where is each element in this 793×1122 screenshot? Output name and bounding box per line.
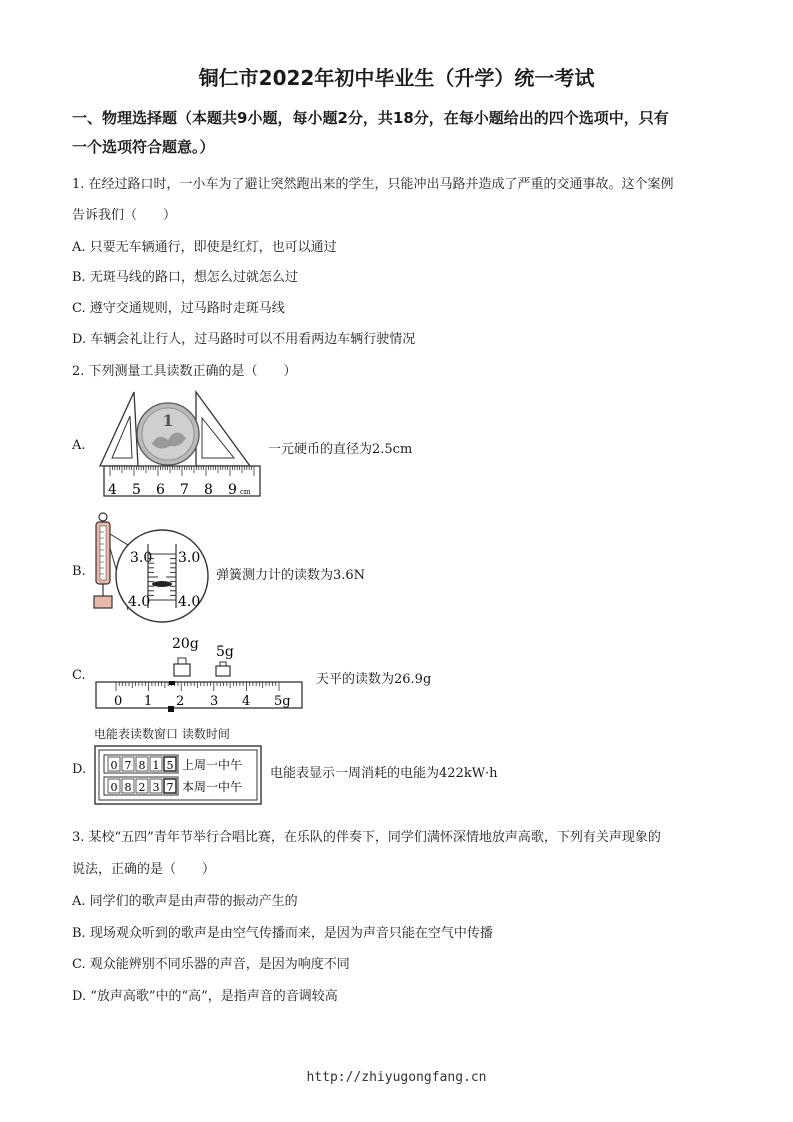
section-heading-line1: 一、物理选择题（本题共9小题，每小题2分，共18分，在每小题给出的四个选项中，只有 — [72, 109, 669, 127]
balance-scale-5: 5g — [274, 694, 291, 709]
q3-stem-line1: 3. 某校“五四”青年节举行合唱比赛，在乐队的伴奏下，同学们满怀深情地放声高歌，下列有关声现象的 — [72, 830, 661, 845]
row2-digit: 3 — [152, 781, 160, 794]
q2-option-c-caption: 天平的读数为26.9g — [316, 672, 432, 687]
balance-scale-0: 0 — [114, 694, 123, 709]
scale-left-lower: 4.0 — [128, 594, 151, 610]
q3-option-a: A. 同学们的歌声是由声带的振动产生的 — [72, 894, 298, 909]
energy-meter-figure — [94, 745, 264, 807]
q1-option-b: B. 无斑马线的路口，想怎么过就怎么过 — [72, 270, 298, 285]
row2-label: 本周一中午 — [182, 780, 243, 794]
row2-digit: 8 — [124, 781, 132, 794]
scale-right-lower: 4.0 — [178, 594, 201, 610]
balance-scale-4: 4 — [242, 694, 251, 709]
q1-stem-line1: 1. 在经过路口时，一小车为了避让突然跑出来的学生，只能冲出马路并造成了严重的交通事故。这个案例 — [72, 177, 674, 192]
ruler-number: 5 — [132, 482, 141, 498]
ruler-number: 6 — [156, 482, 165, 498]
q2-option-b-letter: B. — [72, 564, 86, 579]
row1-digit: 5 — [166, 759, 174, 772]
q3-option-c: C. 观众能辨别不同乐器的声音，是因为响度不同 — [72, 957, 350, 972]
row2-digit: 7 — [166, 781, 174, 794]
q3-option-d: D. “放声高歌”中的“高”，是指声音的音调较高 — [72, 989, 338, 1004]
footer-url[interactable]: http://zhiyugongfang.cn — [306, 1070, 487, 1085]
row1-label: 上周一中午 — [182, 758, 243, 772]
q2-option-a-caption: 一元硬币的直径为2.5cm — [268, 442, 413, 457]
balance-figure — [92, 632, 312, 714]
balance-scale-2: 2 — [176, 694, 185, 709]
balance-scale-1: 1 — [144, 694, 153, 709]
q1-option-a: A. 只要无车辆通行，即使是红灯，也可以通过 — [72, 240, 337, 255]
exam-title: 铜仁市2022年初中毕业生（升学）统一考试 — [198, 66, 595, 90]
coin-icon — [137, 403, 199, 465]
scale-left-upper: 3.0 — [130, 550, 153, 566]
q3-option-b: B. 现场观众听到的歌声是由空气传播而来，是因为声音只能在空气中传播 — [72, 926, 493, 941]
q3-stem-line2: 说法，正确的是（ ） — [72, 862, 216, 877]
q1-option-d: D. 车辆会礼让行人，过马路时可以不用看两边车辆行驶情况 — [72, 332, 416, 347]
row1-digit: 7 — [124, 759, 132, 772]
ruler-number: 8 — [204, 482, 213, 498]
ruler-number: 4 — [108, 482, 117, 498]
row2-digit: 2 — [138, 781, 146, 794]
q2-option-d-caption: 电能表显示一周消耗的电能为422kW·h — [270, 766, 498, 781]
section-heading-line2: 一个选项符合题意。） — [72, 138, 215, 156]
coin-label: 1 — [162, 411, 174, 430]
row2-digit: 0 — [110, 781, 118, 794]
weight-20g-label: 20g — [172, 636, 199, 652]
q2-option-b-caption: 弹簧测力计的读数为3.6N — [216, 568, 366, 583]
ruler-number: 9 — [228, 482, 237, 498]
row1-digit: 1 — [152, 759, 160, 772]
ruler-coin-figure — [92, 388, 264, 500]
q2-option-a-letter: A. — [72, 438, 86, 453]
row1-digit: 8 — [138, 759, 146, 772]
q2-option-c-letter: C. — [72, 668, 86, 683]
ruler-unit: cm — [240, 488, 251, 496]
spring-scale-figure — [88, 510, 210, 628]
balance-scale-3: 3 — [210, 694, 219, 709]
weight-5g-label: 5g — [216, 644, 234, 660]
q2-stem: 2. 下列测量工具读数正确的是（ ） — [72, 364, 297, 379]
row1-digit: 0 — [110, 759, 118, 772]
meter-header: 电能表读数窗口 读数时间 — [94, 727, 230, 741]
ruler-number: 7 — [180, 482, 189, 498]
q1-option-c: C. 遵守交通规则，过马路时走斑马线 — [72, 301, 285, 316]
q1-stem-line2: 告诉我们（ ） — [72, 208, 177, 223]
scale-right-upper: 3.0 — [178, 550, 201, 566]
q2-option-d-letter: D. — [72, 762, 87, 777]
